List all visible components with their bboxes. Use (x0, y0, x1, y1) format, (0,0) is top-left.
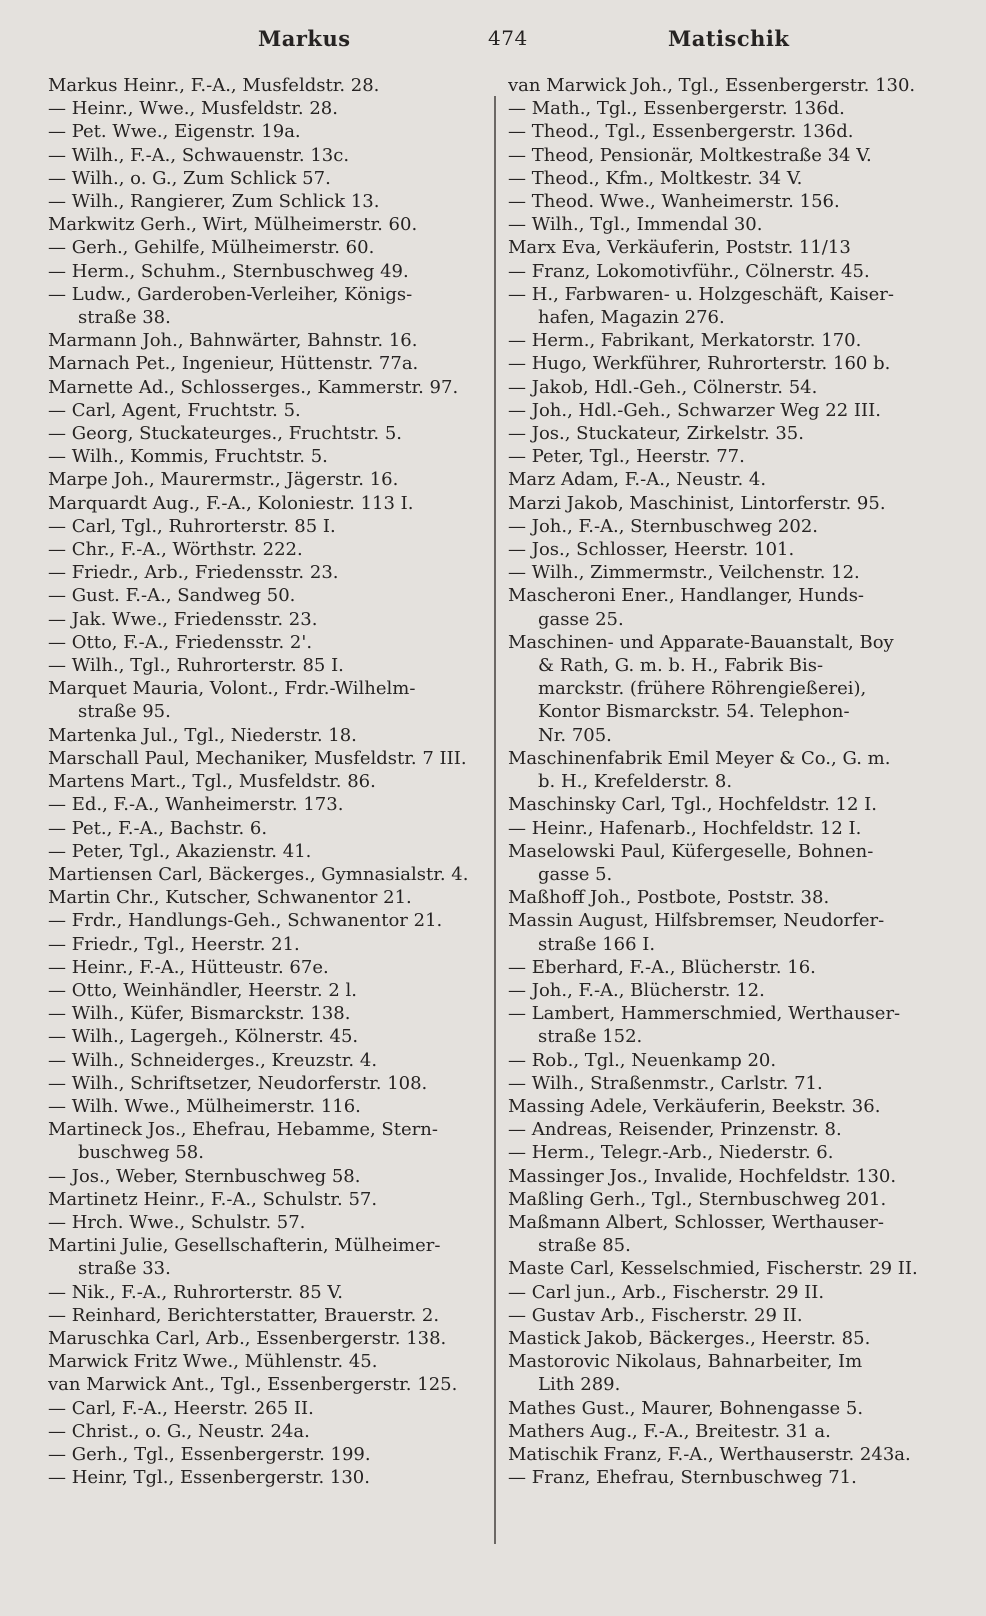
directory-entry: — Theod, Pensionär, Moltkestraße 34 V. (508, 144, 872, 166)
directory-entry: — Wilh., Zimmermstr., Veilchenstr. 12. (508, 562, 860, 584)
directory-entry-continuation: marckstr. (frühere Röhrengießerei), (538, 678, 867, 700)
directory-entry-continuation: straße 85. (538, 1235, 631, 1257)
directory-entry: — Reinhard, Berichterstatter, Brauerstr. 2. (48, 1304, 440, 1326)
directory-entry: Maßhoff Joh., Postbote, Poststr. 38. (508, 887, 830, 909)
directory-entry: Martinetz Heinr., F.-A., Schulstr. 57. (48, 1188, 378, 1210)
directory-entry: — Joh., Hdl.-Geh., Schwarzer Weg 22 III. (508, 399, 881, 421)
directory-entry: — Gustav Arb., Fischerstr. 29 II. (508, 1304, 803, 1326)
directory-entry: — Wilh. Wwe., Mülheimerstr. 116. (48, 1095, 361, 1117)
directory-entry: — Carl jun., Arb., Fischerstr. 29 II. (508, 1281, 825, 1303)
page-number: 474 (488, 26, 528, 50)
directory-entry: — Herm., Fabrikant, Merkatorstr. 170. (508, 330, 862, 352)
directory-entry: Marnette Ad., Schlosserges., Kammerstr. 97. (48, 376, 459, 398)
running-head-left: Markus (258, 26, 351, 51)
directory-entry: — Jos., Weber, Sternbuschweg 58. (48, 1165, 361, 1187)
directory-entry: Markus Heinr., F.-A., Musfeldstr. 28. (48, 75, 380, 96)
directory-entry: Maschinenfabrik Emil Meyer & Co., G. m. (508, 747, 891, 769)
directory-entry: — Frdr., Handlungs-Geh., Schwanentor 21. (48, 910, 443, 932)
directory-entry: Maschinsky Carl, Tgl., Hochfeldstr. 12 I. (508, 794, 878, 816)
directory-entry: Maste Carl, Kesselschmied, Fischerstr. 29 II. (508, 1258, 918, 1280)
directory-entry: Mastick Jakob, Bäckerges., Heerstr. 85. (508, 1327, 871, 1349)
directory-entry: — Joh., F.-A., Blücherstr. 12. (508, 979, 765, 1001)
directory-entry: — Friedr., Arb., Friedensstr. 23. (48, 562, 339, 584)
directory-entry: — Peter, Tgl., Heerstr. 77. (508, 446, 745, 468)
directory-entry: — Carl, Agent, Fruchtstr. 5. (48, 399, 301, 421)
directory-entry: Martiensen Carl, Bäckerges., Gymnasialstr. 4. (48, 863, 469, 885)
directory-entry-continuation: hafen, Magazin 276. (538, 307, 725, 329)
directory-entry: — Joh., F.-A., Sternbuschweg 202. (508, 515, 819, 537)
directory-entry: — Jakob, Hdl.-Geh., Cölnerstr. 54. (508, 376, 818, 398)
directory-entry: Massin August, Hilfsbremser, Neudorfer- (508, 910, 885, 932)
directory-entry: — H., Farbwaren- u. Holzgeschäft, Kaiser- (508, 283, 894, 305)
left-column (48, 74, 482, 1489)
directory-entry-continuation: straße 33. (78, 1258, 171, 1280)
directory-entry: Maßmann Albert, Schlosser, Werthauser- (508, 1211, 884, 1233)
directory-entry: — Otto, F.-A., Friedensstr. 2'. (48, 631, 313, 653)
directory-entry-continuation: straße 166 I. (538, 933, 656, 955)
directory-entry: — Ed., F.-A., Wanheimerstr. 173. (48, 794, 344, 816)
directory-entry: Markwitz Gerh., Wirt, Mülheimerstr. 60. (48, 214, 418, 236)
directory-entry-continuation: b. H., Krefelderstr. 8. (538, 771, 733, 793)
directory-entry: — Jos., Stuckateur, Zirkelstr. 35. (508, 423, 804, 445)
directory-entry: — Ludw., Garderoben-Verleiher, Königs- (48, 283, 413, 305)
directory-entry: — Theod. Wwe., Wanheimerstr. 156. (508, 191, 840, 213)
directory-entry: Marx Eva, Verkäuferin, Poststr. 11/13 (508, 237, 851, 259)
directory-entry: — Christ., o. G., Neustr. 24a. (48, 1420, 310, 1442)
directory-entry: van Marwick Joh., Tgl., Essenbergerstr. 130. (508, 75, 916, 96)
directory-entry: — Rob., Tgl., Neuenkamp 20. (508, 1049, 777, 1071)
directory-entry: Mathes Gust., Maurer, Bohnengasse 5. (508, 1397, 864, 1419)
directory-entry: Marpe Joh., Maurermstr., Jägerstr. 16. (48, 469, 399, 491)
directory-entry: Marwick Fritz Wwe., Mühlenstr. 45. (48, 1351, 378, 1373)
directory-entry: — Wilh., Tgl., Immendal 30. (508, 214, 763, 236)
directory-entry: Martenka Jul., Tgl., Niederstr. 18. (48, 724, 357, 746)
directory-entry: — Heinr, Tgl., Essenbergerstr. 130. (48, 1467, 370, 1489)
directory-entry-continuation: & Rath, G. m. b. H., Fabrik Bis- (538, 655, 824, 677)
directory-entry: — Wilh., Küfer, Bismarckstr. 138. (48, 1003, 351, 1025)
directory-entry: Mastorovic Nikolaus, Bahnarbeiter, Im (508, 1351, 863, 1373)
directory-entry: — Heinr., F.-A., Hütteustr. 67e. (48, 956, 329, 978)
directory-entry: — Heinr., Hafenarb., Hochfeldstr. 12 I. (508, 817, 862, 839)
running-head-right: Matischik (668, 26, 790, 51)
directory-entry: — Herm., Schuhm., Sternbuschweg 49. (48, 260, 409, 282)
directory-entry: Marmann Joh., Bahnwärter, Bahnstr. 16. (48, 330, 418, 352)
directory-entry: Martini Julie, Gesellschafterin, Mülheimer- (48, 1235, 441, 1257)
directory-entry: — Wilh., Schriftsetzer, Neudorferstr. 108. (48, 1072, 428, 1094)
directory-entry: — Franz, Lokomotivführ., Cölnerstr. 45. (508, 260, 870, 282)
directory-entry: — Wilh., Tgl., Ruhrorterstr. 85 I. (48, 655, 344, 677)
directory-entry-continuation: gasse 25. (538, 608, 624, 630)
directory-entry: — Pet. Wwe., Eigenstr. 19a. (48, 121, 301, 143)
directory-entry: — Theod., Kfm., Moltkestr. 34 V. (508, 167, 803, 189)
column-divider (494, 96, 496, 1544)
right-column (508, 74, 948, 1489)
directory-entry-continuation: buschweg 58. (78, 1142, 204, 1164)
directory-entry: Mascheroni Ener., Handlanger, Hunds- (508, 585, 865, 607)
directory-entry: — Andreas, Reisender, Prinzenstr. 8. (508, 1119, 842, 1141)
directory-entry: — Wilh., o. G., Zum Schlick 57. (48, 167, 331, 189)
directory-entry: Martens Mart., Tgl., Musfeldstr. 86. (48, 771, 376, 793)
directory-entry: Maselowski Paul, Küfergeselle, Bohnen- (508, 840, 874, 862)
directory-entry: — Wilh., Rangierer, Zum Schlick 13. (48, 191, 380, 213)
directory-entry: — Jak. Wwe., Friedensstr. 23. (48, 608, 318, 630)
directory-entry: Marnach Pet., Ingenieur, Hüttenstr. 77a. (48, 353, 419, 375)
directory-entry: Marzi Jakob, Maschinist, Lintorferstr. 95. (508, 492, 886, 514)
directory-entry: — Wilh., Kommis, Fruchtstr. 5. (48, 446, 328, 468)
directory-entry: Matischik Franz, F.-A., Werthauserstr. 243a. (508, 1443, 911, 1465)
directory-entry: — Otto, Weinhändler, Heerstr. 2 l. (48, 979, 357, 1001)
directory-entry: Maßling Gerh., Tgl., Sternbuschweg 201. (508, 1188, 887, 1210)
directory-entry-continuation: gasse 5. (538, 863, 613, 885)
directory-entry: — Nik., F.-A., Ruhrorterstr. 85 V. (48, 1281, 343, 1303)
directory-entry: — Wilh., Schneiderges., Kreuzstr. 4. (48, 1049, 378, 1071)
directory-entry: Marschall Paul, Mechaniker, Musfeldstr. 7 III. (48, 747, 467, 769)
directory-entry: — Wilh., Lagergeh., Kölnerstr. 45. (48, 1026, 359, 1048)
directory-entry: — Wilh., Straßenmstr., Carlstr. 71. (508, 1072, 823, 1094)
directory-entry: — Herm., Telegr.-Arb., Niederstr. 6. (508, 1142, 834, 1164)
directory-entry: — Chr., F.-A., Wörthstr. 222. (48, 539, 303, 561)
directory-entry: — Pet., F.-A., Bachstr. 6. (48, 817, 268, 839)
directory-entry: van Marwick Ant., Tgl., Essenbergerstr. 125. (48, 1374, 458, 1396)
directory-entry-continuation: Nr. 705. (538, 724, 612, 746)
directory-entry: — Jos., Schlosser, Heerstr. 101. (508, 539, 795, 561)
directory-entry: Marquardt Aug., F.-A., Koloniestr. 113 I. (48, 492, 414, 514)
directory-entry: — Theod., Tgl., Essenbergerstr. 136d. (508, 121, 854, 143)
directory-entry: — Hugo, Werkführer, Ruhrorterstr. 160 b. (508, 353, 891, 375)
directory-entry: Martineck Jos., Ehefrau, Hebamme, Stern- (48, 1119, 438, 1141)
directory-entry-continuation: Lith 289. (538, 1374, 621, 1396)
directory-entry: — Friedr., Tgl., Heerstr. 21. (48, 933, 300, 955)
directory-entry: — Peter, Tgl., Akazienstr. 41. (48, 840, 312, 862)
directory-entry: — Eberhard, F.-A., Blücherstr. 16. (508, 956, 816, 978)
directory-entry: — Georg, Stuckateurges., Fruchtstr. 5. (48, 423, 403, 445)
directory-entry: Massinger Jos., Invalide, Hochfeldstr. 130. (508, 1165, 897, 1187)
directory-entry-continuation: Kontor Bismarckstr. 54. Telephon- (538, 701, 850, 723)
directory-entry: Massing Adele, Verkäuferin, Beekstr. 36. (508, 1095, 881, 1117)
directory-entry: — Carl, Tgl., Ruhrorterstr. 85 I. (48, 515, 336, 537)
directory-entry: Marz Adam, F.-A., Neustr. 4. (508, 469, 767, 491)
directory-entry-continuation: straße 152. (538, 1026, 643, 1048)
directory-entry: — Gerh., Tgl., Essenbergerstr. 199. (48, 1443, 371, 1465)
directory-entry: Martin Chr., Kutscher, Schwanentor 21. (48, 887, 412, 909)
directory-entry: — Carl, F.-A., Heerstr. 265 II. (48, 1397, 314, 1419)
directory-entry: — Wilh., F.-A., Schwauenstr. 13c. (48, 144, 350, 166)
directory-entry: — Lambert, Hammerschmied, Werthauser- (508, 1003, 901, 1025)
directory-entry: — Hrch. Wwe., Schulstr. 57. (48, 1211, 306, 1233)
directory-entry: Maschinen- und Apparate-Bauanstalt, Boy (508, 631, 894, 653)
directory-entry: Maruschka Carl, Arb., Essenbergerstr. 138. (48, 1327, 447, 1349)
directory-entry: — Gerh., Gehilfe, Mülheimerstr. 60. (48, 237, 375, 259)
directory-entry: Mathers Aug., F.-A., Breitestr. 31 a. (508, 1420, 831, 1442)
directory-entry: — Gust. F.-A., Sandweg 50. (48, 585, 296, 607)
directory-entry: — Heinr., Wwe., Musfeldstr. 28. (48, 98, 338, 120)
directory-entry: — Math., Tgl., Essenbergerstr. 136d. (508, 98, 845, 120)
directory-entry-continuation: straße 95. (78, 701, 171, 723)
directory-entry-continuation: straße 38. (78, 307, 171, 329)
directory-entry: Marquet Mauria, Volont., Frdr.-Wilhelm- (48, 678, 416, 700)
directory-entry: — Franz, Ehefrau, Sternbuschweg 71. (508, 1467, 857, 1489)
